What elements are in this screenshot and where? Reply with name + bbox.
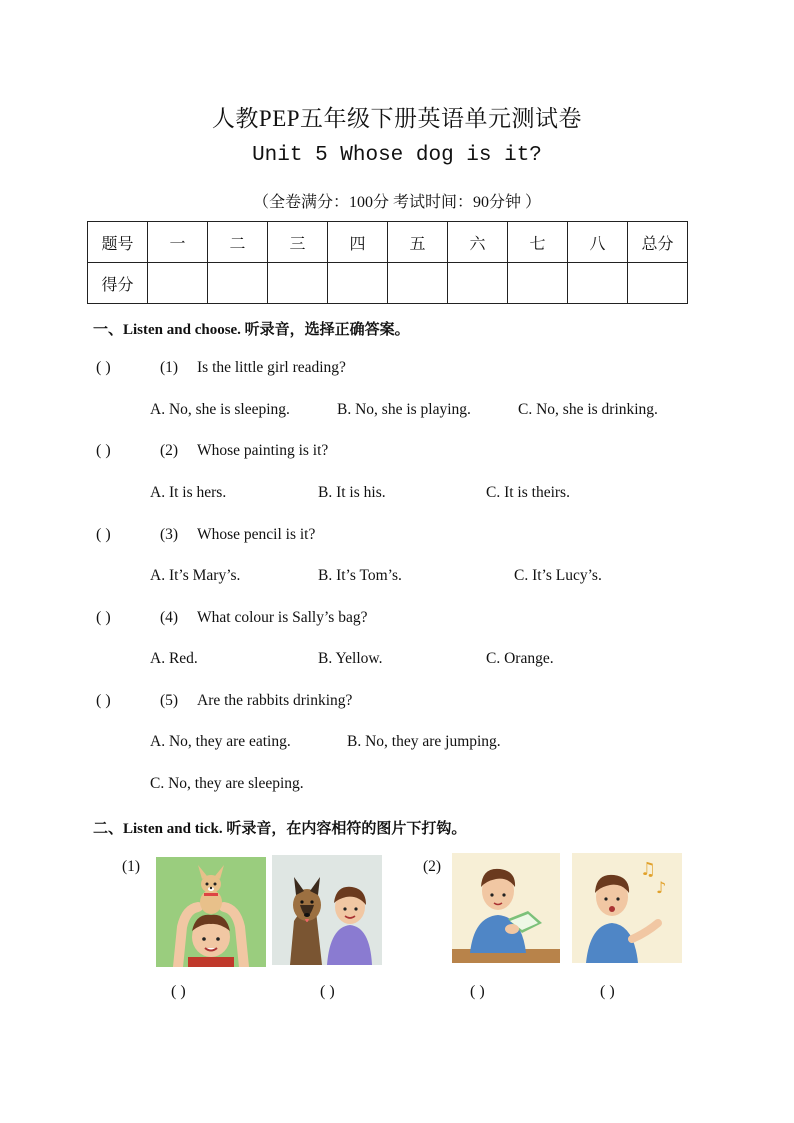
option-c: C. Orange.: [486, 650, 554, 667]
score-entry-cell[interactable]: [448, 263, 508, 304]
question-text: Are the rabbits drinking?: [197, 692, 353, 709]
table-cell: 七: [508, 222, 568, 263]
tick-blank[interactable]: ( ): [171, 983, 186, 1000]
score-entry-cell[interactable]: [208, 263, 268, 304]
question-text: Whose pencil is it?: [197, 526, 316, 543]
svg-text:♫: ♫: [640, 859, 657, 880]
answer-blank[interactable]: ( ): [96, 692, 111, 709]
score-entry-cell[interactable]: [268, 263, 328, 304]
option-a: A. No, she is sleeping.: [150, 401, 290, 418]
picture-boy-singing: [572, 853, 682, 963]
question-text: Is the little girl reading?: [197, 359, 346, 376]
tick-blank[interactable]: ( ): [470, 983, 485, 1000]
group-label: (2): [423, 858, 442, 875]
option-a: A. It is hers.: [150, 484, 227, 501]
svg-text:♪: ♪: [656, 878, 667, 897]
tick-blank[interactable]: ( ): [320, 983, 335, 1000]
question-number: (5): [160, 692, 179, 709]
answer-blank[interactable]: ( ): [96, 609, 111, 626]
unit-title: Unit 5 Whose dog is it?: [252, 144, 542, 167]
score-entry-cell[interactable]: [568, 263, 628, 304]
question-number: (3): [160, 526, 179, 543]
score-table-header-row: [88, 222, 688, 263]
table-cell: 四: [328, 222, 388, 263]
group-label: (1): [122, 858, 141, 875]
table-cell: 题号: [88, 222, 148, 263]
answer-blank[interactable]: ( ): [96, 526, 111, 543]
table-cell: 五: [388, 222, 448, 263]
score-entry-cell[interactable]: [328, 263, 388, 304]
score-table: [87, 221, 688, 304]
option-c: C. It’s Lucy’s.: [514, 567, 602, 584]
question-text: Whose painting is it?: [197, 442, 329, 459]
option-b: B. It’s Tom’s.: [318, 567, 402, 584]
picture-dog-on-boy-head: [156, 857, 266, 967]
answer-blank[interactable]: ( ): [96, 442, 111, 459]
exam-title: 人教PEP五年级下册英语单元测试卷: [211, 106, 583, 131]
table-cell: 二: [208, 222, 268, 263]
table-cell: 得分: [88, 263, 148, 304]
question-number: (1): [160, 359, 179, 376]
option-b: B. No, she is playing.: [337, 401, 471, 418]
option-a: A. It’s Mary’s.: [150, 567, 241, 584]
score-entry-cell[interactable]: [148, 263, 208, 304]
tick-blank[interactable]: ( ): [600, 983, 615, 1000]
table-cell: 八: [568, 222, 628, 263]
picture-boy-reading: [452, 853, 560, 963]
exam-info: （全卷满分：100分 考试时间：90分钟 ）: [252, 194, 541, 211]
option-c: C. No, she is drinking.: [518, 401, 658, 418]
option-a: A. Red.: [150, 650, 198, 667]
option-b: B. Yellow.: [318, 650, 383, 667]
option-b: B. No, they are jumping.: [347, 733, 501, 750]
question-number: (4): [160, 609, 179, 626]
option-c: C. It is theirs.: [486, 484, 570, 501]
score-table-score-row: [88, 263, 688, 304]
question-number: (2): [160, 442, 179, 459]
score-entry-cell[interactable]: [508, 263, 568, 304]
answer-blank[interactable]: ( ): [96, 359, 111, 376]
option-c: C. No, they are sleeping.: [150, 775, 304, 792]
section1-heading: 一、Listen and choose. 听录音，选择正确答案。: [93, 322, 410, 338]
score-entry-cell[interactable]: [388, 263, 448, 304]
picture-boy-with-big-dog: [272, 855, 382, 965]
table-cell: 三: [268, 222, 328, 263]
table-cell: 六: [448, 222, 508, 263]
option-b: B. It is his.: [318, 484, 386, 501]
section2-heading: 二、Listen and tick. 听录音，在内容相符的图片下打钩。: [93, 821, 467, 837]
table-cell: 总分: [628, 222, 688, 263]
option-a: A. No, they are eating.: [150, 733, 291, 750]
table-cell: 一: [148, 222, 208, 263]
score-entry-cell[interactable]: [628, 263, 688, 304]
question-text: What colour is Sally’s bag?: [197, 609, 368, 626]
